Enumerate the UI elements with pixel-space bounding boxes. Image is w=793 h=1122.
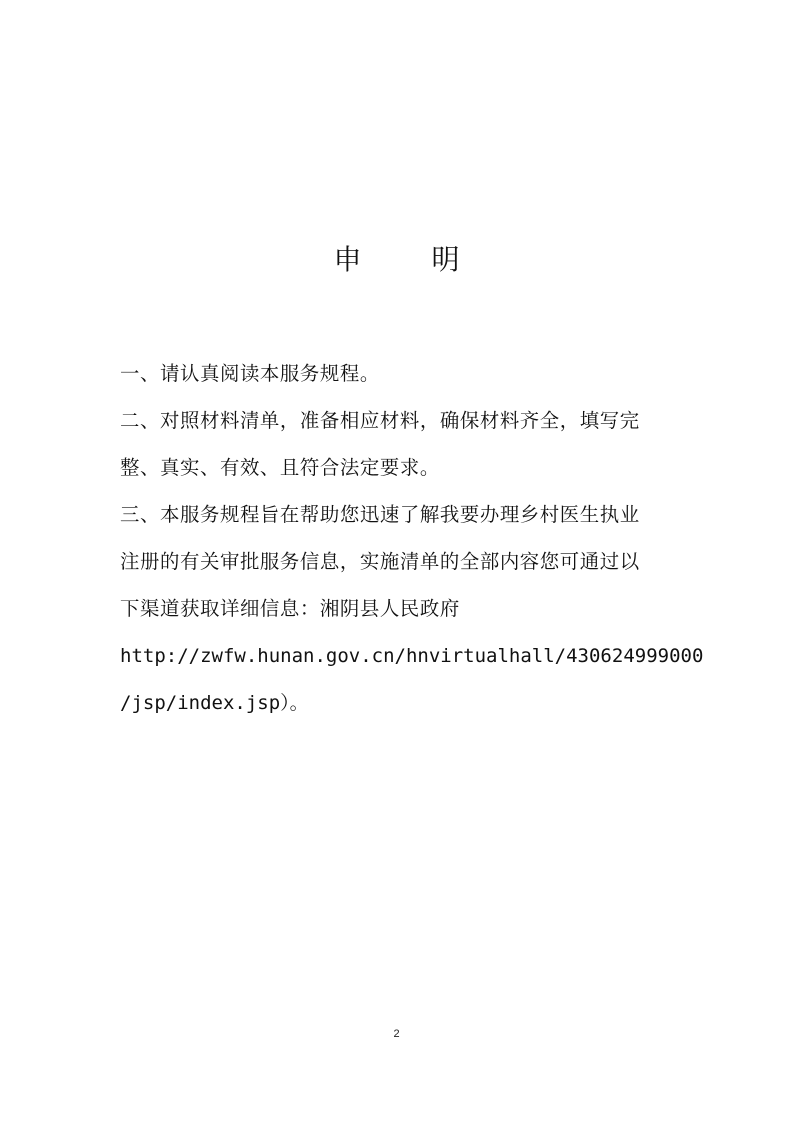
url-line-2: /jsp/index.jsp）。 (120, 692, 309, 714)
page-number: 2 (393, 1028, 400, 1040)
url-line-1: http://zwfw.hunan.gov.cn/hnvirtualhall/430624999000 (120, 645, 704, 667)
paragraph-line-5: 注册的有关审批服务信息，实施清单的全部内容您可通过以 (120, 550, 640, 573)
title-char-2: 明 (431, 243, 460, 276)
paragraph-line-1: 一、请认真阅读本服务规程。 (120, 362, 380, 385)
paragraph-line-4: 三、本服务规程旨在帮助您迅速了解我要办理乡村医生执业 (120, 503, 640, 526)
page-title (0, 238, 793, 278)
paragraph-line-2: 二、对照材料清单，准备相应材料，确保材料齐全，填写完 (120, 409, 640, 432)
paragraph-line-6: 下渠道获取详细信息：湘阴县人民政府 (120, 597, 460, 620)
paragraph-line-3: 整、真实、有效、且符合法定要求。 (120, 456, 440, 479)
title-char-1: 申 (333, 243, 362, 276)
declaration-body (120, 362, 704, 738)
